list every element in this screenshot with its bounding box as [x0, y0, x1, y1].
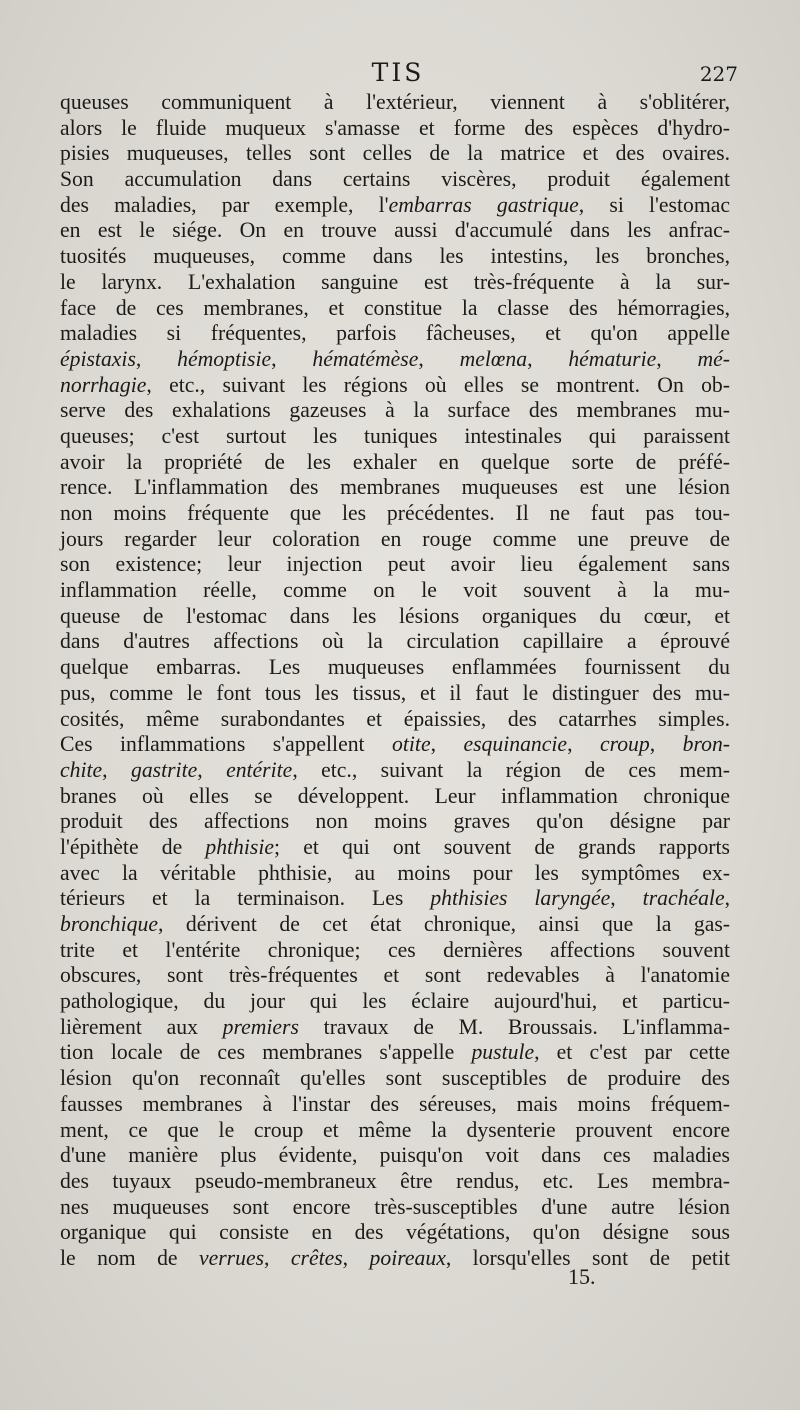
italic-term: esquinancie — [463, 732, 568, 757]
text-run: ment, ce que le croup et même la dysenterie prouvent encore — [60, 1117, 730, 1142]
text-run: dans d'autres affections où la circulation capillaire a éprouvé — [60, 629, 730, 654]
italic-term: hémoptisie — [177, 346, 272, 371]
italic-term: entérite — [226, 757, 293, 782]
text-line — [60, 681, 730, 707]
text-run: nes muqueuses sont encore très-susceptibles d'une autre lésion — [60, 1194, 730, 1219]
text-line — [60, 629, 730, 655]
text-run: , — [264, 1245, 291, 1270]
italic-term: chite — [60, 757, 103, 782]
italic-term: trachéale — [642, 886, 725, 911]
text-line — [60, 1143, 730, 1169]
text-run: , dérivent de cet état chronique, ainsi que la gas- — [157, 912, 730, 936]
text-line — [60, 938, 730, 964]
text-run: , — [197, 757, 227, 782]
text-run: quelque embarras. Les muqueuses enflammées fournissent du — [60, 655, 730, 680]
italic-term: verrues — [198, 1245, 265, 1270]
text-run: ; et qui ont souvent de grands rapports — [274, 834, 730, 859]
text-run: lésion qu'on reconnaît qu'elles sont susceptibles de produire des — [60, 1066, 730, 1091]
text-line — [60, 1246, 730, 1272]
text-line — [60, 218, 730, 244]
italic-term: croup — [599, 732, 650, 757]
text-run: face de ces membranes, et constitue la classe des hémorragies, — [60, 295, 730, 320]
text-run: des maladies, par exemple, l' — [60, 192, 389, 217]
text-line — [60, 1118, 730, 1144]
italic-term: embarras gastrique — [388, 192, 579, 217]
running-head: TIS — [371, 58, 425, 87]
italic-term: melœna — [459, 346, 528, 371]
text-run: , si l'estomac — [578, 192, 730, 217]
italic-term: phthisies laryngée — [430, 886, 611, 911]
text-line — [60, 347, 730, 373]
text-line — [60, 732, 730, 758]
text-run: , — [527, 346, 569, 371]
body-text — [60, 90, 730, 1272]
text-line — [60, 527, 730, 553]
text-run: fausses membranes à l'instar des séreuses, mais moins fréquem- — [60, 1091, 730, 1116]
text-run: son existence; leur injection peut avoir lieu également sans — [60, 552, 730, 577]
text-run: , — [430, 732, 464, 757]
text-line — [60, 655, 730, 681]
italic-term: norrhagie — [60, 372, 147, 397]
text-run: tion locale de ces membranes s'appelle — [60, 1040, 472, 1065]
text-line — [60, 809, 730, 835]
text-line — [60, 861, 730, 887]
text-line — [60, 501, 730, 527]
text-line — [60, 167, 730, 193]
text-run: pisies muqueuses, telles sont celles de la matrice et des ovaires. — [60, 141, 730, 166]
italic-term: poireaux — [369, 1245, 446, 1270]
text-line — [60, 758, 730, 784]
text-run: le nom de — [60, 1245, 199, 1270]
text-run: l'épithète de — [60, 834, 206, 859]
text-line — [60, 1066, 730, 1092]
text-line — [60, 835, 730, 861]
text-line — [60, 270, 730, 296]
italic-term: épistaxis — [60, 346, 136, 371]
italic-term: hématurie — [568, 346, 657, 371]
text-line — [60, 1040, 730, 1066]
italic-term: gastrite — [130, 757, 198, 782]
page-number: 227 — [699, 62, 738, 86]
text-run: inflammation réelle, comme on le voit souvent à la mu- — [60, 578, 730, 603]
text-run: non moins fréquente que les précédentes. Il ne faut pas tou- — [60, 501, 730, 525]
text-run: pathologique, du jour qui les éclaire aujourd'hui, et particu- — [60, 989, 730, 1014]
text-run: , lorsqu'elles sont de petit — [445, 1245, 731, 1270]
text-line — [60, 552, 730, 578]
text-run: , etc., suivant les régions où elles se montrent. On ob- — [146, 372, 730, 397]
text-line — [60, 424, 730, 450]
text-run: alors le fluide muqueux s'amasse et forme des espèces d'hydro- — [60, 115, 730, 140]
text-run: pus, comme le font tous les tissus, et il faut le distinguer des mu- — [60, 680, 730, 705]
text-run: , et c'est par cette — [534, 1040, 730, 1065]
text-run: des tuyaux pseudo-membraneux être rendus, etc. Les membra- — [60, 1168, 730, 1193]
text-run: tuosités muqueuses, comme dans les intestins, les bronches, — [60, 244, 730, 269]
text-line — [60, 450, 730, 476]
text-run: le larynx. L'exhalation sanguine est très-fréquente à la sur- — [60, 269, 730, 294]
text-run: avec la véritable phthisie, au moins pour les symptômes ex- — [60, 860, 730, 885]
text-run: , — [135, 346, 178, 371]
text-line — [60, 475, 730, 501]
italic-term: bron- — [682, 732, 731, 757]
text-line — [60, 141, 730, 167]
text-run: lièrement aux — [60, 1014, 223, 1039]
text-line — [60, 1169, 730, 1195]
text-run: , — [649, 732, 683, 757]
text-line — [60, 963, 730, 989]
text-line — [60, 193, 730, 219]
text-run: queuse de l'estomac dans les lésions organiques du cœur, et — [60, 603, 730, 628]
text-line — [60, 373, 730, 399]
text-line — [60, 912, 730, 938]
text-run: cosités, même surabondantes et épaissies, des catarrhes simples. — [60, 706, 730, 731]
text-run: , — [724, 886, 730, 911]
italic-term: crêtes — [290, 1245, 343, 1270]
text-line — [60, 707, 730, 733]
text-run: avoir la propriété de les exhaler en quelque sorte de préfé- — [60, 449, 730, 474]
text-run: produit des affections non moins graves qu'on désigne par — [60, 809, 730, 834]
text-run: , etc., suivant la région de ces mem- — [292, 757, 731, 782]
text-run: maladies si fréquentes, parfois fâcheuses, et qu'on appelle — [60, 321, 730, 346]
text-run: queuses; c'est surtout les tuniques intestinales qui paraissent — [60, 423, 730, 448]
text-line — [60, 604, 730, 630]
text-run: , — [271, 346, 313, 371]
text-run: en est le siége. On en trouve aussi d'accumulé dans les anfrac- — [60, 218, 730, 243]
text-run: Son accumulation dans certains viscères, produit également — [60, 167, 730, 192]
text-run: térieurs et la terminaison. Les — [60, 886, 431, 911]
text-line — [60, 90, 730, 116]
text-run: , — [656, 346, 698, 371]
text-run: organique qui consiste en des végétations, qu'on désigne sous — [60, 1220, 730, 1245]
text-line — [60, 1220, 730, 1246]
text-run: rence. L'inflammation des membranes muqueuses est une lésion — [60, 475, 730, 500]
text-run: trite et l'entérite chronique; ces dernières affections souvent — [60, 937, 730, 962]
text-line — [60, 1015, 730, 1041]
text-run: , — [342, 1245, 370, 1270]
text-run: Ces inflammations s'appellent — [60, 732, 393, 757]
text-line — [60, 296, 730, 322]
italic-term: pustule — [471, 1040, 535, 1065]
text-run: travaux de M. Broussais. L'inflamma- — [298, 1014, 730, 1039]
italic-term: bronchique — [60, 912, 158, 936]
italic-term: premiers — [222, 1014, 299, 1039]
text-run: obscures, sont très-fréquentes et sont redevables à l'anatomie — [60, 963, 730, 988]
text-run: , — [102, 757, 131, 782]
text-line — [60, 398, 730, 424]
text-run: , — [418, 346, 460, 371]
italic-term: otite — [392, 732, 431, 757]
text-line — [60, 116, 730, 142]
text-line — [60, 1092, 730, 1118]
text-line — [60, 321, 730, 347]
text-run: branes où elles se développent. Leur inflammation chronique — [60, 783, 730, 808]
text-run: serve des exhalations gazeuses à la surface des membranes mu- — [60, 398, 730, 423]
text-line — [60, 784, 730, 810]
text-run: queuses communiquent à l'extérieur, viennent à s'oblitérer, — [60, 90, 730, 114]
text-line — [60, 989, 730, 1015]
text-run: , — [567, 732, 600, 757]
printer-signature: 15. — [568, 1264, 596, 1289]
text-line — [60, 1195, 730, 1221]
text-line — [60, 244, 730, 270]
text-run: , — [610, 886, 643, 911]
text-line — [60, 578, 730, 604]
text-line — [60, 886, 730, 912]
italic-term: mé- — [697, 346, 731, 371]
text-run: d'une manière plus évidente, puisqu'on voit dans ces maladies — [60, 1143, 730, 1168]
italic-term: phthisie — [205, 834, 275, 859]
text-run: jours regarder leur coloration en rouge comme une preuve de — [60, 526, 730, 551]
italic-term: hématémèse — [312, 346, 419, 371]
